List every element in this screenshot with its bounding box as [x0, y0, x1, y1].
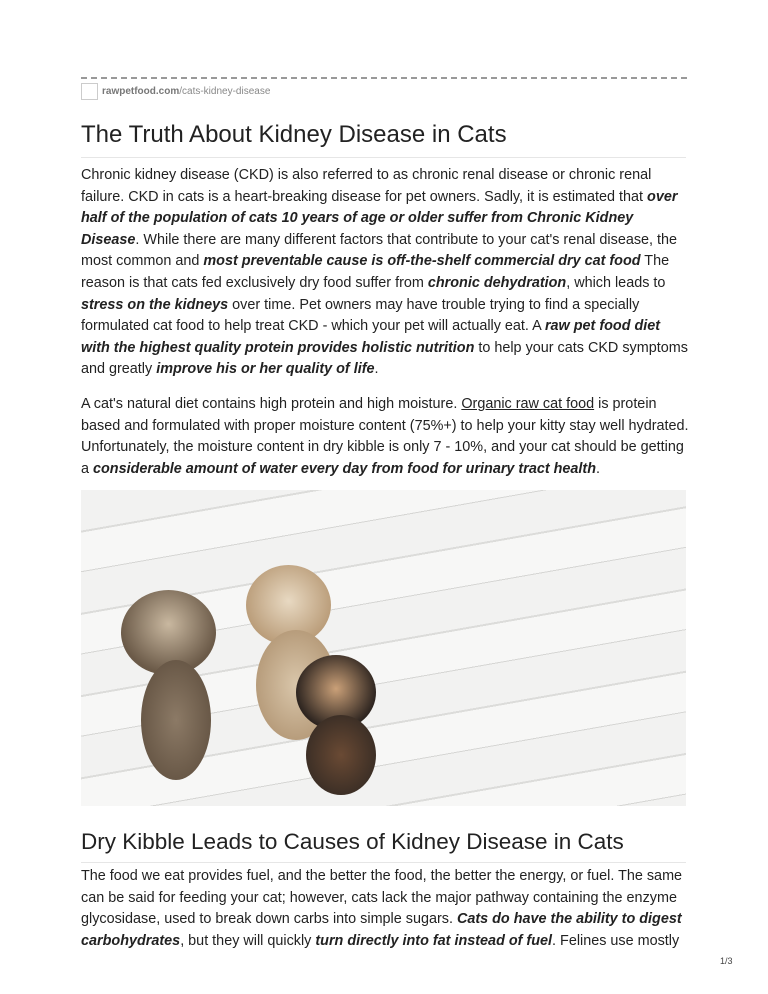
text-run: The reason is that cats fed exclusively dry food suffer from — [81, 253, 670, 291]
text-run: is protein based and formulated with proper moisture content (75%+) to help your kitty stay well hydrated. Unfortunately, the moisture content in dry kibble is only 7 - 10%, and your cat should be getting a — [81, 396, 689, 477]
text-run: . — [596, 460, 600, 477]
section-heading: Dry Kibble Leads to Causes of Kidney Disease in Cats — [81, 829, 686, 863]
intro-paragraph — [81, 165, 691, 381]
emphasis-text: over half of the population of cats 10 years of age or older suffer from Chronic Kidney Disease — [81, 188, 678, 248]
page-title: The Truth About Kidney Disease in Cats — [81, 121, 686, 158]
page-divider — [81, 77, 687, 79]
section-paragraph — [81, 866, 691, 952]
emphasis-text: turn directly into fat instead of fuel — [315, 932, 553, 949]
emphasis-text: stress on the kidneys — [81, 296, 229, 313]
text-run: . — [374, 361, 379, 378]
emphasis-text: considerable amount of water every day from food for urinary tract health — [93, 460, 596, 477]
emphasis-text: chronic dehydration — [427, 274, 567, 291]
text-run: to help your cats CKD symptoms and greatly — [81, 339, 688, 378]
text-run: The food we eat provides fuel, and the better the food, the better the energy, or fuel. The same can be said for feeding your cat; however, cats lack the major pathway containing the enzyme glycosidase, used to break down carbs into simple sugars. — [81, 868, 683, 928]
cats-photo — [81, 490, 686, 806]
text-run: . While there are many different factors that contribute to your cat's renal disease, the most common and — [81, 231, 678, 270]
page-number: 1/3 — [720, 956, 733, 966]
text-run: over time. Pet owners may have trouble trying to find a specially formulated cat food to help treat CKD - which your pet will actually eat. A — [81, 296, 640, 335]
text-run: Chronic kidney disease (CKD) is also referred to as chronic renal disease or chronic renal failure. CKD in cats is a heart-breaking disease for pet owners. Sadly, it is estimated that — [81, 167, 652, 205]
favicon-icon — [81, 83, 98, 100]
source-path: /cats-kidney-disease — [179, 85, 271, 97]
emphasis-text: improve his or her quality of life — [156, 361, 375, 378]
diet-paragraph — [81, 394, 691, 480]
emphasis-text: most preventable cause is off-the-shelf commercial dry cat food — [203, 253, 641, 270]
emphasis-text: raw pet food diet with the highest quality protein provides holistic nutrition — [81, 318, 661, 356]
text-run: A cat's natural diet contains high protein and high moisture. — [81, 396, 462, 412]
text-run: , which leads to — [566, 274, 666, 291]
source-url[interactable] — [81, 82, 270, 100]
text-run: , but they will quickly — [180, 932, 316, 949]
inline-link[interactable]: Organic raw cat food — [461, 396, 595, 412]
source-domain: rawpetfood.com — [102, 85, 180, 97]
emphasis-text: Cats do have the ability to digest carbohydrates — [81, 911, 682, 949]
text-run: . Felines use mostly — [552, 932, 680, 949]
